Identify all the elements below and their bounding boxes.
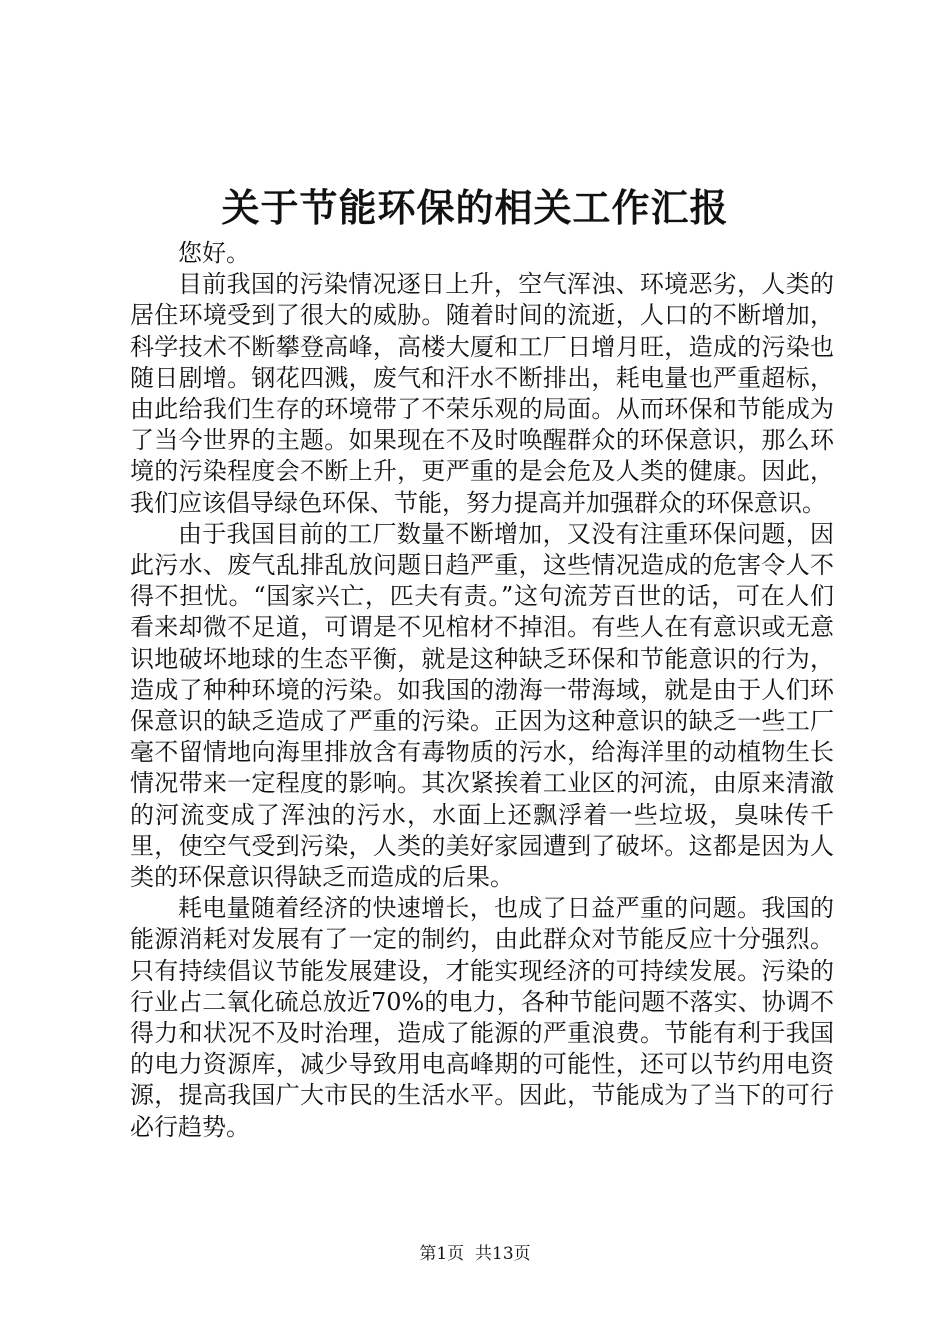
page-total: 共13页 xyxy=(475,1244,531,1264)
paragraph-pollution-situation: 目前我国的污染情况逐日上升，空气浑浊、环境恶劣，人类的居住环境受到了很大的威胁。随着时间的流逝，人口的不断增加，科学技术不断攀登高峰，高楼大厦和工厂日增月旺，造成的污染也随日剧增。钢花四溅，废气和汗水不断排出，耗电量也严重超标，由此给我们生存的环境带了不荣乐观的局面。从而环保和节能成为了当今世界的主题。如果现在不及时唤醒群众的环保意识，那么环境的污染程度会不断上升，更严重的是会危及人类的健康。因此，我们应该倡导绿色环保、节能，努力提高并加强群众的环保意识。 xyxy=(130,270,834,517)
paragraph-energy-consumption: 耗电量随着经济的快速增长，也成了日益严重的问题。我国的能源消耗对发展有了一定的制约，由此群众对节能反应十分强烈。只有持续倡议节能发展建设，才能实现经济的可持续发展。污染的行业占二氧化硫总放近70%的电力，各种节能问题不落实、协调不得力和状况不及时治理，造成了能源的严重浪费。节能有利于我国的电力资源库，减少导致用电高峰期的可能性，还可以节约用电资源，提高我国广大市民的生活水平。因此，节能成为了当下的可行必行趋势。 xyxy=(130,894,834,1141)
paragraph-greeting: 您好。 xyxy=(178,239,250,267)
document-body xyxy=(130,238,834,1143)
page-footer xyxy=(0,1242,950,1266)
document-title: 关于节能环保的相关工作汇报 xyxy=(221,185,729,230)
paragraph-factory-pollution: 由于我国目前的工厂数量不断增加，又没有注重环保问题，因此污水、废气乱排乱放问题日趋严重，这些情况造成的危害令人不得不担忧。“国家兴亡，匹夫有责。”这句流芳百世的话，可在人们看来却微不足道，可谓是不见棺材不掉泪。有些人在有意识或无意识地破坏地球的生态平衡，就是这种缺乏环保和节能意识的行为，造成了种种环境的污染。如我国的渤海一带海域，就是由于人们环保意识的缺乏造成了严重的污染。正因为这种意识的缺乏一些工厂毫不留情地向海里排放含有毒物质的污水，给海洋里的动植物生长情况带来一定程度的影响。其次紧挨着工业区的河流，由原来清澈的河流变成了浑浊的污水，水面上还飘浮着一些垃圾，臭味传千里，使空气受到污染，人类的美好家园遭到了破坏。这都是因为人类的环保意识得缺乏而造成的后果。 xyxy=(130,519,834,892)
page-number: 第1页 xyxy=(419,1244,465,1264)
